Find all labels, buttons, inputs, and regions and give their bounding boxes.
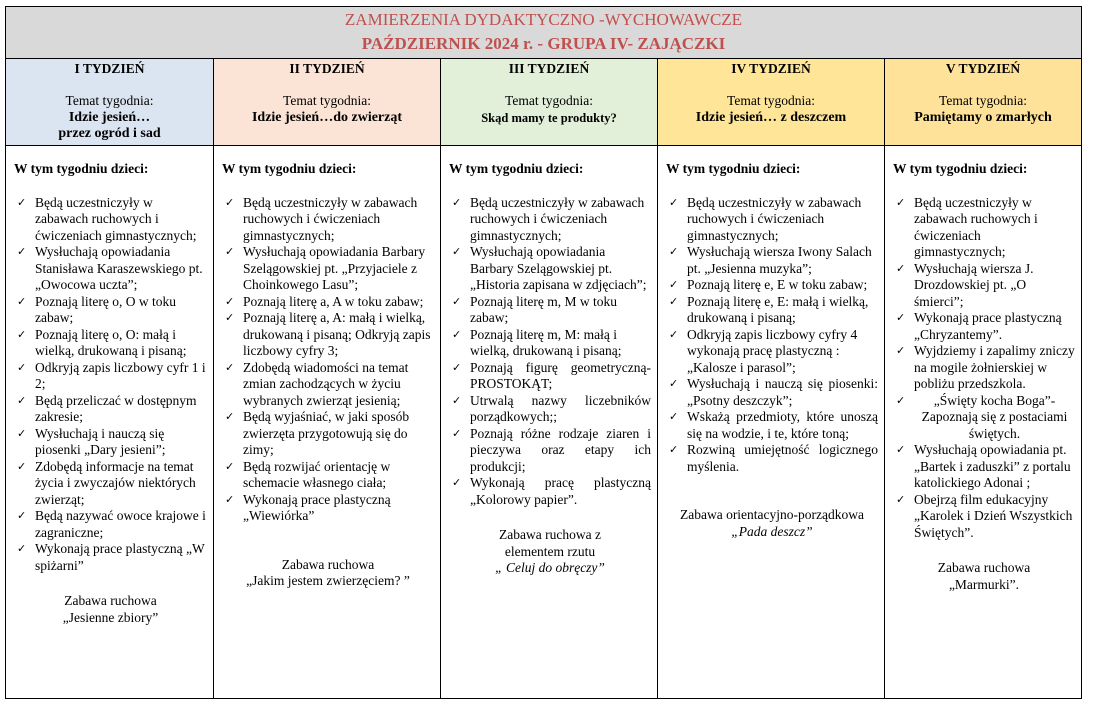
checkmark-icon: ✓ — [17, 393, 27, 407]
game-name: „Jesienne zbiory” — [62, 609, 159, 625]
list-item: ✓ Będą rozwijać orientację w schemacie własnego ciała; — [225, 458, 391, 490]
checkmark-icon: ✓ — [669, 294, 679, 308]
checkmark-icon: ✓ — [452, 476, 462, 489]
checkmark-icon: ✓ — [452, 294, 462, 308]
checkmark-icon: ✓ — [452, 327, 462, 341]
list-item: ✓ Wysłuchają opowiadania Barbary Szelągowskiej pt. „Historia zapisana w zdjęciach”; — [452, 244, 647, 292]
list-item: ✓ Odkryją zapis liczbowy cyfry 4 wykonają pracę plastyczną : „Kalosze i parasol”; — [669, 326, 858, 375]
week-topic: Idzie jesień… z deszczem — [695, 110, 847, 125]
list-item: ✓ Obejrzą film edukacyjny „Karolek i Dzień Wszystkich Świętych”. — [896, 491, 1073, 540]
game-label: Zabawa ruchowa — [937, 560, 1031, 575]
checkmark-icon: ✓ — [669, 195, 679, 209]
list-item: ✓ Utrwalą nazwy liczebników porządkowych;; — [452, 392, 651, 424]
checkmark-icon: ✓ — [452, 426, 462, 440]
checkmark-icon: ✓ — [669, 327, 679, 341]
title-line-2: PAŹDZIERNIK 2024 r. - GRUPA IV- ZAJĄCZKI — [361, 34, 726, 53]
list-item: ✓ Wykonają prace plastyczną „W spiżarni” — [17, 541, 205, 573]
list-item: ✓ Wyjdziemy i zapalimy zniczy na mogile żołnierskiej w pobliżu przedszkola. — [896, 343, 1075, 391]
week-5-body — [885, 146, 1081, 698]
week-3-header — [441, 59, 657, 146]
title-banner — [6, 7, 1081, 59]
checkmark-icon: ✓ — [225, 311, 235, 324]
topic-label: Temat tygodnia: — [505, 93, 593, 108]
list-item: ✓ Zdobędą wiadomości na temat zmian zachodzących w życiu wybranych zwierząt jesienią; — [225, 359, 409, 408]
movement-game — [666, 507, 878, 540]
checkmark-icon: ✓ — [669, 410, 679, 423]
week-5-header — [885, 59, 1081, 146]
game-name: „ Celuj do obręczy” — [495, 560, 605, 575]
list-item: ✓ Będą uczestniczyły w zabawach ruchowych i ćwiczeniach gimnastycznych; — [225, 194, 418, 243]
list-item: ✓ Będą uczestniczyły w zabawach ruchowych i ćwiczeniach gimnastycznych; — [669, 194, 862, 243]
checkmark-icon: ✓ — [896, 311, 906, 324]
list-item: ✓ Poznają literę o, O w toku zabaw; — [17, 293, 176, 325]
week-4-body — [658, 146, 884, 698]
game-name: „Marmurki”. — [948, 576, 1020, 592]
checkmark-icon: ✓ — [896, 443, 906, 456]
week-3-column — [441, 59, 658, 698]
checkmark-icon: ✓ — [17, 509, 27, 522]
checkmark-icon: ✓ — [452, 360, 462, 374]
list-item: ✓ Zdobędą informacje na temat życia i zwyczajów niektórych zwierząt; — [17, 458, 196, 507]
week-3-body — [441, 146, 657, 698]
checkmark-icon: ✓ — [17, 542, 27, 555]
checkmark-icon: ✓ — [669, 443, 679, 456]
week-1-body — [6, 146, 213, 698]
list-item: ✓ Poznają literę e, E w toku zabaw; — [669, 277, 868, 292]
checkmark-icon: ✓ — [669, 377, 679, 390]
movement-game — [893, 560, 1075, 593]
list-item: ✓ Wykonają prace plastyczną „Wiewiórka” — [225, 491, 391, 523]
list-item: ✓ Będą uczestniczyły w zabawach ruchowych i ćwiczeniach gimnastycznych; — [452, 194, 645, 243]
list-item: ✓ Wskażą przedmioty, które unoszą się na wodzie, i te, które toną; — [669, 409, 878, 441]
list-item: ✓ Poznają literę a, A w toku zabaw; — [225, 293, 424, 309]
game-label: Zabawa ruchowa z elementem rzutu — [499, 527, 601, 559]
week-label: III TYDZIEŃ — [508, 61, 590, 76]
checkmark-icon: ✓ — [896, 344, 906, 357]
topic-label: Temat tygodnia: — [283, 93, 371, 108]
checkmark-icon: ✓ — [225, 492, 235, 506]
game-label: Zabawa orientacyjno-porządkowa — [679, 507, 865, 522]
list-item: ✓ Poznają literę o, O: małą i wielką, drukowaną i pisaną; — [17, 326, 187, 358]
list-item: ✓ Będą wyjaśniać, w jaki sposób zwierzęta przygotowują się do zimy; — [225, 409, 410, 457]
game-label: Zabawa ruchowa — [64, 593, 157, 608]
checkmark-icon: ✓ — [452, 245, 462, 258]
week-5-column — [885, 59, 1081, 698]
checkmark-icon: ✓ — [225, 360, 235, 374]
week-topic: Skąd mamy te produkty? — [481, 111, 617, 125]
checkmark-icon: ✓ — [17, 426, 27, 440]
list-item: ✓ „Święty kocha Boga”- Zapoznają się z postaciami świętych. — [896, 392, 1068, 441]
intro-heading: W tym tygodniu dzieci: — [222, 161, 357, 176]
week-4-header — [658, 59, 884, 146]
checkmark-icon: ✓ — [17, 195, 27, 209]
list-item: ✓ Poznają literę e, E: małą i wielką, drukowaną i pisaną; — [669, 293, 869, 325]
list-item: ✓ Wysłuchają i nauczą się piosenki: „Psotny deszczyk”; — [669, 376, 878, 408]
checkmark-icon: ✓ — [225, 294, 235, 308]
checkmark-icon: ✓ — [669, 278, 679, 291]
checkmark-icon: ✓ — [669, 245, 679, 258]
week-4-column — [658, 59, 885, 698]
list-item: ✓ Poznają literę a, A: małą i wielką, drukowaną i pisaną; Odkryją zapis liczbowy cyfry 3; — [225, 310, 431, 358]
list-item: ✓ Rozwiną umiejętność logicznego myślenia. — [669, 442, 878, 474]
list-item: ✓ Poznają różne rodzaje ziaren i pieczywa oraz etapy ich produkcji; — [452, 425, 651, 474]
checkmark-icon: ✓ — [225, 459, 235, 473]
plan-table — [5, 6, 1082, 699]
checkmark-icon: ✓ — [452, 195, 462, 209]
topic-label: Temat tygodnia: — [727, 93, 815, 108]
game-name: „Jakim jestem zwierzęciem? ” — [246, 573, 410, 588]
movement-game — [222, 557, 434, 590]
week-1-header — [6, 59, 213, 146]
checkmark-icon: ✓ — [225, 245, 235, 258]
movement-game — [449, 527, 651, 577]
intro-heading: W tym tygodniu dzieci: — [893, 161, 1028, 176]
week-2-header — [214, 59, 440, 146]
goals-list — [222, 195, 434, 525]
title-line-1: ZAMIERZENIA DYDAKTYCZNO -WYCHOWAWCZE — [344, 10, 743, 29]
game-name: „Pada deszcz” — [731, 523, 813, 539]
week-1-column — [6, 59, 214, 698]
list-item: ✓ Poznają literę m, M w toku zabaw; — [452, 293, 617, 325]
week-2-body — [214, 146, 440, 698]
checkmark-icon: ✓ — [896, 195, 906, 209]
list-item: ✓ Poznają figurę geometryczną- PROSTOKĄT; — [452, 359, 651, 391]
week-label: I TYDZIEŃ — [74, 61, 145, 76]
movement-game — [14, 593, 207, 626]
intro-heading: W tym tygodniu dzieci: — [666, 161, 801, 176]
week-label: V TYDZIEŃ — [945, 61, 1021, 76]
goals-list — [14, 195, 207, 575]
checkmark-icon: ✓ — [896, 393, 906, 407]
topic-label: Temat tygodnia: — [939, 93, 1027, 108]
list-item: ✓ Wysłuchają opowiadania pt. „Bartek i zaduszki” z portalu katolickiego Adonai ; — [896, 442, 1071, 490]
week-label: II TYDZIEŃ — [289, 61, 365, 76]
checkmark-icon: ✓ — [225, 410, 235, 423]
list-item: ✓ Odkryją zapis liczbowy cyfr 1 i 2; — [17, 359, 206, 391]
checkmark-icon: ✓ — [17, 360, 27, 374]
goals-list — [666, 195, 878, 476]
checkmark-icon: ✓ — [452, 393, 462, 407]
list-item: ✓ Będą uczestniczyły w zabawach ruchowych i ćwiczeniach gimnastycznych; — [896, 194, 1038, 259]
checkmark-icon: ✓ — [17, 327, 27, 341]
goals-list — [449, 195, 651, 509]
checkmark-icon: ✓ — [17, 459, 27, 473]
game-label: Zabawa ruchowa — [281, 556, 375, 572]
list-item: ✓ Wysłuchają i nauczą się piosenki „Dary jesieni”; — [17, 425, 166, 457]
week-topic: Idzie jesień…do zwierząt — [251, 110, 403, 125]
list-item: ✓ Wysłuchają opowiadania Stanisława Karaszewskiego pt. „Owocowa uczta”; — [17, 244, 203, 292]
topic-label: Temat tygodnia: — [65, 93, 154, 108]
checkmark-icon: ✓ — [17, 294, 27, 308]
list-item: ✓ Poznają literę m, M: małą i wielką, drukowaną i pisaną; — [452, 326, 622, 358]
checkmark-icon: ✓ — [896, 261, 906, 275]
week-2-column — [214, 59, 441, 698]
week-label: IV TYDZIEŃ — [731, 61, 811, 76]
list-item: ✓ Będą uczestniczyły w zabawach ruchowych i ćwiczeniach gimnastycznych; — [17, 194, 197, 243]
list-item: ✓ Będą przeliczać w dostępnym zakresie; — [17, 392, 197, 424]
intro-heading: W tym tygodniu dzieci: — [14, 161, 149, 176]
list-item: ✓ Będą nazywać owoce krajowe i zagraniczne; — [17, 508, 206, 540]
goals-list — [893, 195, 1075, 542]
list-item: ✓ Wykonają prace plastyczną „Chryzantemy”. — [896, 310, 1062, 342]
checkmark-icon: ✓ — [17, 245, 27, 258]
week-topic: Pamiętamy o zmarłych — [914, 110, 1052, 125]
intro-heading: W tym tygodniu dzieci: — [449, 161, 584, 176]
checkmark-icon: ✓ — [896, 492, 906, 506]
list-item: ✓ Wysłuchają opowiadania Barbary Szelągowskiej pt. „Przyjaciele z Choinkowego Lasu”; — [225, 244, 426, 292]
list-item: ✓ Wykonają pracę plastyczną „Kolorowy papier”. — [452, 475, 651, 507]
list-item: ✓ Wysłuchają wiersza J. Drozdowskiej pt. „O śmierci”; — [896, 260, 1034, 309]
checkmark-icon: ✓ — [225, 195, 235, 209]
week-topic: Idzie jesień… przez ogród i sad — [58, 110, 161, 141]
list-item: ✓ Wysłuchają wiersza Iwony Salach pt. „Jesienna muzyka”; — [669, 244, 872, 276]
